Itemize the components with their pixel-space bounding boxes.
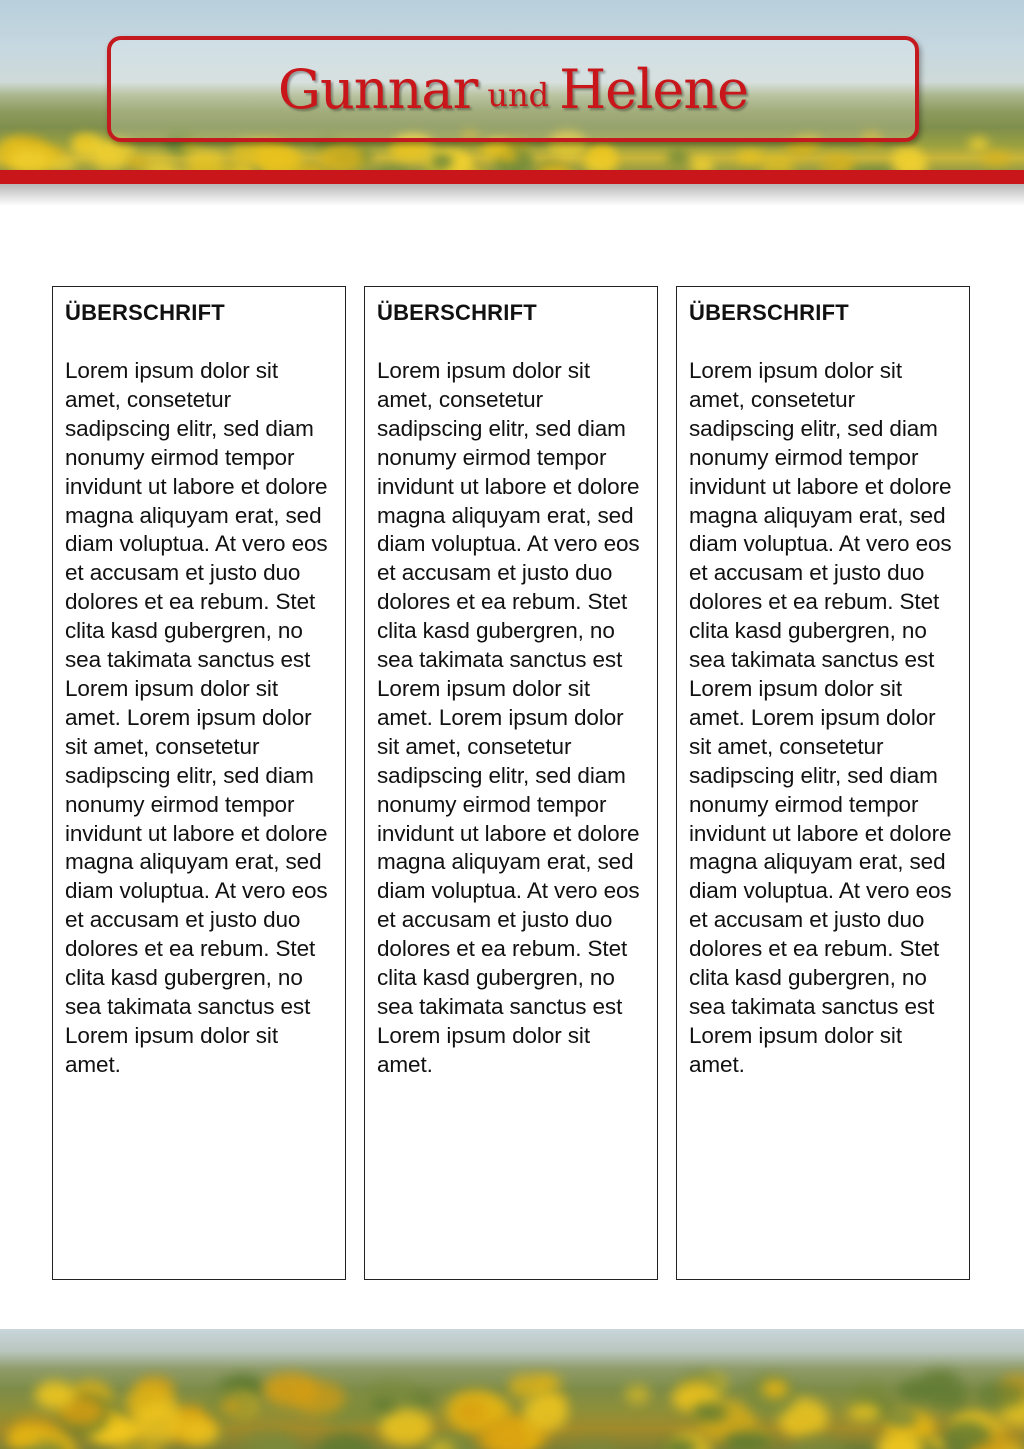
meadow-flower-blob xyxy=(981,151,1011,166)
meadow-flower-blob xyxy=(572,1438,617,1449)
text-column-2 xyxy=(364,286,658,1280)
meadow-flower-blob xyxy=(316,1433,376,1449)
meadow-flower-blob xyxy=(625,1385,650,1404)
meadow-flower-blob xyxy=(380,1409,432,1446)
column-body-text: Lorem ipsum dolor sit amet, consetetur sadipscing elitr, sed diam nonumy eirmod tempor invidunt ut labore et dolore magna aliquyam erat, sed diam voluptua. At vero eos et accusam et justo duo dolores et ea rebum. Stet clita kasd gubergren, no sea takimata sanctus est Lorem ipsum dolor sit amet. Lorem ipsum dolor sit amet, consetetur sadipscing elitr, sed diam nonumy eirmod tempor invidunt ut labore et dolore magna aliquyam erat, sed diam voluptua. At vero eos et accusam et justo duo dolores et ea rebum. Stet clita kasd gubergren, no sea takimata sanctus est Lorem ipsum dolor sit amet. xyxy=(377,358,640,1077)
meadow-flower-blob xyxy=(180,1419,219,1445)
meadow-flower-blob xyxy=(477,1419,530,1449)
meadow-flower-blob xyxy=(94,149,125,172)
meadow-flower-blob xyxy=(848,1403,881,1422)
column-body-text: Lorem ipsum dolor sit amet, consetetur sadipscing elitr, sed diam nonumy eirmod tempor invidunt ut labore et dolore magna aliquyam erat, sed diam voluptua. At vero eos et accusam et justo duo dolores et ea rebum. Stet clita kasd gubergren, no sea takimata sanctus est Lorem ipsum dolor sit amet. Lorem ipsum dolor sit amet, consetetur sadipscing elitr, sed diam nonumy eirmod tempor invidunt ut labore et dolore magna aliquyam erat, sed diam voluptua. At vero eos et accusam et justo duo dolores et ea rebum. Stet clita kasd gubergren, no sea takimata sanctus est Lorem ipsum dolor sit amet. xyxy=(689,358,952,1077)
meadow-flower-blob xyxy=(898,1379,941,1402)
meadow-flower-blob xyxy=(785,140,816,157)
text-column-3 xyxy=(676,286,970,1280)
header-red-bar xyxy=(0,170,1024,184)
meadow-flower-blob xyxy=(10,149,48,171)
column-heading: ÜBERSCHRIFT xyxy=(65,300,225,325)
page-title xyxy=(107,36,919,142)
title-first-name: Gunnar xyxy=(277,57,478,121)
meadow-flower-blob xyxy=(523,1394,568,1431)
meadow-flower-blob xyxy=(263,1373,319,1406)
meadow-flower-blob xyxy=(220,1400,242,1413)
meadow-flower-blob xyxy=(762,1380,788,1397)
column-heading: ÜBERSCHRIFT xyxy=(689,300,849,325)
meadow-flower-blob xyxy=(430,157,448,171)
meadow-flower-blob xyxy=(976,1382,1024,1409)
meadow-flower-blob xyxy=(319,143,364,172)
meadow-flower-blob xyxy=(133,1401,185,1444)
column-body-text: Lorem ipsum dolor sit amet, consetetur sadipscing elitr, sed diam nonumy eirmod tempor invidunt ut labore et dolore magna aliquyam erat, sed diam voluptua. At vero eos et accusam et justo duo dolores et ea rebum. Stet clita kasd gubergren, no sea takimata sanctus est Lorem ipsum dolor sit amet. Lorem ipsum dolor sit amet, consetetur sadipscing elitr, sed diam nonumy eirmod tempor invidunt ut labore et dolore magna aliquyam erat, sed diam voluptua. At vero eos et accusam et justo duo dolores et ea rebum. Stet clita kasd gubergren, no sea takimata sanctus est Lorem ipsum dolor sit amet. xyxy=(65,358,328,1077)
meadow-flower-blob xyxy=(736,149,764,164)
text-column-1 xyxy=(52,286,346,1280)
meadow-flower-blob xyxy=(73,135,94,147)
meadow-flower-blob xyxy=(35,1381,76,1409)
meadow-flower-blob xyxy=(48,158,75,171)
meadow-flower-blob xyxy=(388,141,427,160)
header-shadow xyxy=(0,184,1024,206)
title-second-name: Helene xyxy=(559,57,749,121)
meadow-flower-blob xyxy=(240,1429,295,1449)
meadow-flower-blob xyxy=(456,1400,486,1425)
meadow-flower-blob xyxy=(667,149,688,166)
title-join-word: und xyxy=(487,76,550,114)
meadow-flower-blob xyxy=(968,137,989,150)
meadow-flower-blob xyxy=(724,1431,774,1449)
column-heading: ÜBERSCHRIFT xyxy=(377,300,537,325)
footer-meadow-photo xyxy=(0,1329,1024,1449)
